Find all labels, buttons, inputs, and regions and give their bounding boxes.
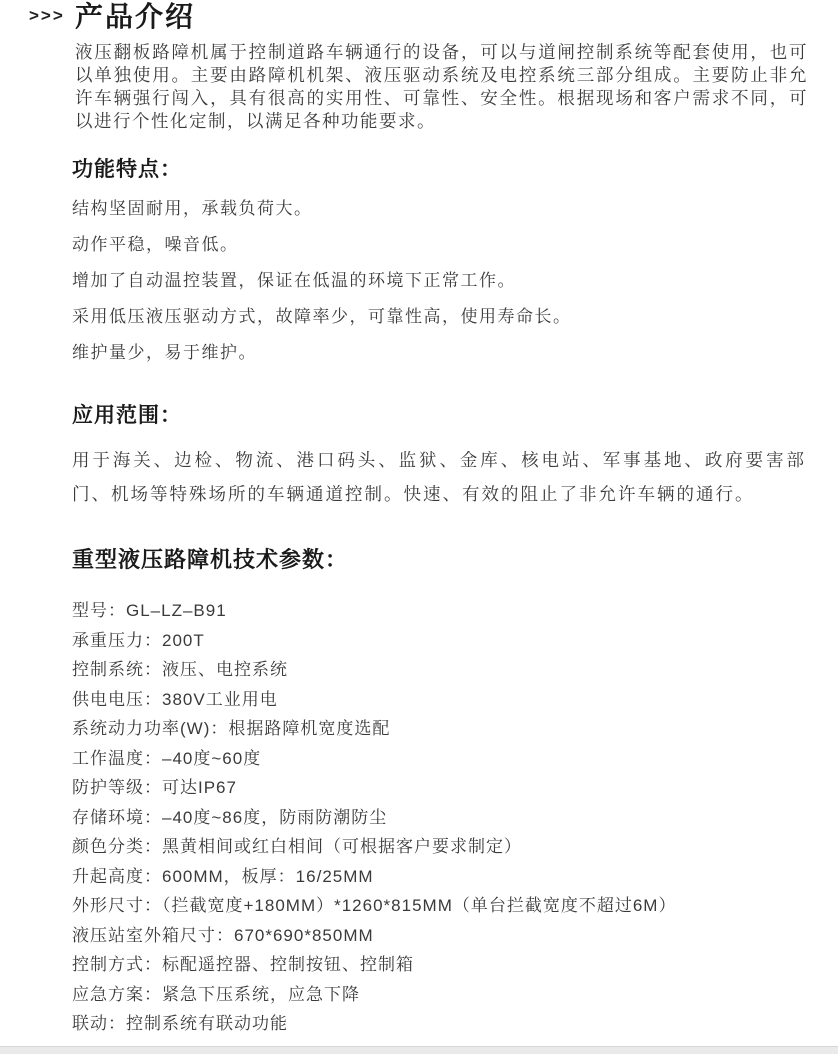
spec-item-model: 型号：GL–LZ–B91: [72, 601, 227, 620]
spec-list: [72, 596, 818, 1039]
spec-item-voltage: 供电电压：380V工业用电: [72, 689, 278, 709]
specs-heading: 重型液压路障机技术参数：: [72, 547, 349, 572]
spec-item-color: 颜色分类：黑黄相间或红白相间（可根据客户要求制定）: [72, 837, 522, 856]
feature-item: 采用低压液压驱动方式，故障率少，可靠性高，使用寿命长。: [72, 307, 572, 326]
spec-item-power: 系统动力功率(W)：根据路障机宽度选配: [72, 719, 391, 738]
spec-item-load: 承重压力：200T: [72, 630, 205, 650]
spec-item-control-system: 控制系统：液压、电控系统: [72, 660, 288, 679]
spec-item-emergency: 应急方案：紧急下压系统，应急下降: [72, 984, 360, 1004]
feature-item: 动作平稳，噪音低。: [72, 235, 239, 254]
feature-item: 维护量少，易于维护。: [72, 343, 257, 362]
spec-item-working-temp: 工作温度：–40度~60度: [72, 748, 262, 768]
page-header: [0, 0, 838, 32]
page-bottom-edge: [0, 1046, 838, 1054]
spec-item-control-mode: 控制方式：标配遥控器、控制按钮、控制箱: [72, 955, 414, 974]
triple-chevron-icon: >>>: [29, 6, 65, 25]
intro-paragraph: 液压翻板路障机属于控制道路车辆通行的设备，可以与道闸控制系统等配套使用，也可以单独使用。主要由路障机机架、液压驱动系统及电控系统三部分组成。主要防止非允许车辆强行闯入，具有很高的实用性、可靠性、安全性。根据现场和客户需求不同，可以进行个性化定制，以满足各种功能要求。: [75, 42, 808, 131]
feature-item: 结构坚固耐用，承载负荷大。: [72, 199, 313, 218]
spec-item-linkage: 联动：控制系统有联动功能: [72, 1014, 288, 1033]
applications-heading: 应用范围：: [72, 404, 182, 427]
feature-list: [72, 199, 808, 363]
spec-item-storage-env: 存储环境：–40度~86度，防雨防潮防尘: [72, 807, 388, 827]
applications-paragraph: 用于海关、边检、物流、港口码头、监狱、金库、核电站、军事基地、政府要害部门、机场等特殊场所的车辆通道控制。快速、有效的阻止了非允许车辆的通行。: [72, 450, 806, 504]
spec-item-ip-rating: 防护等级：可达IP67: [72, 778, 237, 797]
spec-item-rise-height: 升起高度：600MM，板厚：16/25MM: [72, 866, 374, 886]
spec-item-pump-box-size: 液压站室外箱尺寸：670*690*850MM: [72, 925, 374, 945]
spec-item-dimensions: 外形尺寸：（拦截宽度+180MM）*1260*815MM（单台拦截宽度不超过6M）: [72, 896, 677, 915]
feature-item: 增加了自动温控装置，保证在低温的环境下正常工作。: [72, 271, 516, 290]
features-heading: 功能特点：: [72, 158, 182, 181]
page-title: 产品介绍: [75, 1, 196, 32]
